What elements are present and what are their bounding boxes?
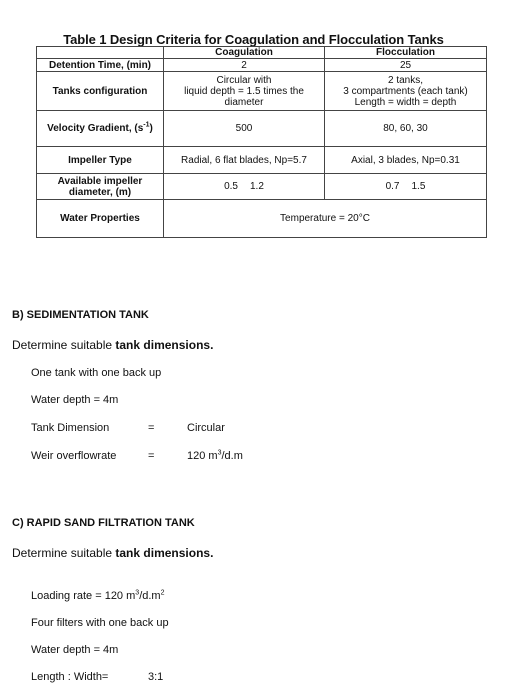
row-label-water: Water Properties bbox=[37, 200, 164, 238]
table-row-impeller bbox=[37, 147, 487, 174]
config-coag-line: diameter bbox=[224, 96, 264, 108]
diameter-floc-value: 0.7 bbox=[385, 181, 400, 192]
section-b-heading: B) SEDIMENTATION TANK bbox=[12, 309, 149, 321]
config-coag-line: Circular with bbox=[216, 74, 272, 86]
cell-config-coag bbox=[164, 72, 325, 111]
sed-weir-label: Weir overflowrate bbox=[31, 450, 117, 462]
header-empty-cell bbox=[37, 47, 164, 59]
diameter-coag-value: 1.2 bbox=[250, 181, 264, 192]
weir-value-exponent: 3 bbox=[217, 449, 222, 457]
header-coagulation: Coagulation bbox=[164, 47, 325, 59]
sed-weir-equals: = bbox=[148, 450, 155, 462]
sed-tanks-line: One tank with one back up bbox=[31, 367, 162, 379]
sed-weir-value bbox=[187, 450, 243, 462]
table-title: Table 1 Design Criteria for Coagulation and Flocculation Tanks bbox=[63, 32, 444, 47]
weir-value-unit: /d.m bbox=[221, 450, 243, 462]
section-b-intro-bold: tank dimensions. bbox=[115, 338, 214, 352]
sed-dimension-value: Circular bbox=[187, 422, 225, 434]
cell-diameter-coag bbox=[164, 174, 325, 200]
sed-dimension-label: Tank Dimension bbox=[31, 422, 110, 434]
row-label-diameter bbox=[37, 174, 164, 200]
header-flocculation: Flocculation bbox=[325, 47, 487, 59]
config-floc-line: 3 compartments (each tank) bbox=[343, 85, 468, 97]
velocity-label-close: ) bbox=[149, 123, 153, 134]
cell-detention-floc: 25 bbox=[325, 59, 487, 72]
sed-dimension-equals: = bbox=[148, 422, 155, 434]
config-floc-line: 2 tanks, bbox=[387, 74, 424, 86]
filt-filters-line: Four filters with one back up bbox=[31, 617, 169, 629]
cell-water-value: Temperature = 20°C bbox=[164, 200, 487, 238]
loading-text: Loading rate = 120 m bbox=[31, 590, 136, 602]
weir-value-text: 120 m bbox=[187, 450, 218, 462]
cell-impeller-floc: Axial, 3 blades, Np=0.31 bbox=[325, 147, 487, 174]
row-label-impeller: Impeller Type bbox=[37, 147, 164, 174]
filt-ratio-label: Length : Width= bbox=[31, 671, 109, 683]
filt-ratio-value: 3:1 bbox=[148, 671, 164, 683]
section-b-intro-text: Determine suitable bbox=[12, 338, 116, 352]
diameter-coag-value: 0.5 bbox=[224, 181, 238, 192]
config-floc-line: Length = width = depth bbox=[354, 96, 457, 108]
section-c-intro bbox=[12, 546, 213, 560]
cell-detention-coag: 2 bbox=[164, 59, 325, 72]
filt-loading-line bbox=[31, 590, 165, 602]
section-b-intro bbox=[12, 338, 213, 352]
section-c-heading: C) RAPID SAND FILTRATION TANK bbox=[12, 517, 195, 529]
loading-exponent-1: 3 bbox=[135, 589, 140, 597]
cell-velocity-coag: 500 bbox=[164, 111, 325, 147]
velocity-label-exponent: -1 bbox=[143, 121, 150, 129]
table-row-config bbox=[37, 72, 487, 111]
design-criteria-table bbox=[36, 46, 487, 238]
row-label-detention: Detention Time, (min) bbox=[37, 59, 164, 72]
filt-depth-line: Water depth = 4m bbox=[31, 644, 119, 656]
table-row-water bbox=[37, 200, 487, 238]
sed-depth-line: Water depth = 4m bbox=[31, 394, 119, 406]
section-c-intro-text: Determine suitable bbox=[12, 546, 116, 560]
diameter-label-line: Available impeller bbox=[57, 175, 143, 187]
row-label-config: Tanks configuration bbox=[37, 72, 164, 111]
cell-config-floc bbox=[325, 72, 487, 111]
loading-exponent-2: 2 bbox=[160, 589, 165, 597]
cell-velocity-floc: 80, 60, 30 bbox=[325, 111, 487, 147]
table-row-velocity bbox=[37, 111, 487, 147]
table-row-diameter bbox=[37, 174, 487, 200]
diameter-label-line: diameter, (m) bbox=[68, 186, 132, 198]
table-header-row bbox=[37, 47, 487, 59]
row-label-velocity bbox=[37, 111, 164, 147]
section-c-intro-bold: tank dimensions. bbox=[115, 546, 214, 560]
cell-impeller-coag: Radial, 6 flat blades, Np=5.7 bbox=[164, 147, 325, 174]
table-row-detention bbox=[37, 59, 487, 72]
loading-unit: /d.m bbox=[139, 590, 161, 602]
velocity-label-text: Velocity Gradient, (s bbox=[47, 123, 144, 134]
diameter-floc-value: 1.5 bbox=[411, 181, 426, 192]
cell-diameter-floc bbox=[325, 174, 487, 200]
config-coag-line: liquid depth = 1.5 times the bbox=[184, 85, 304, 97]
